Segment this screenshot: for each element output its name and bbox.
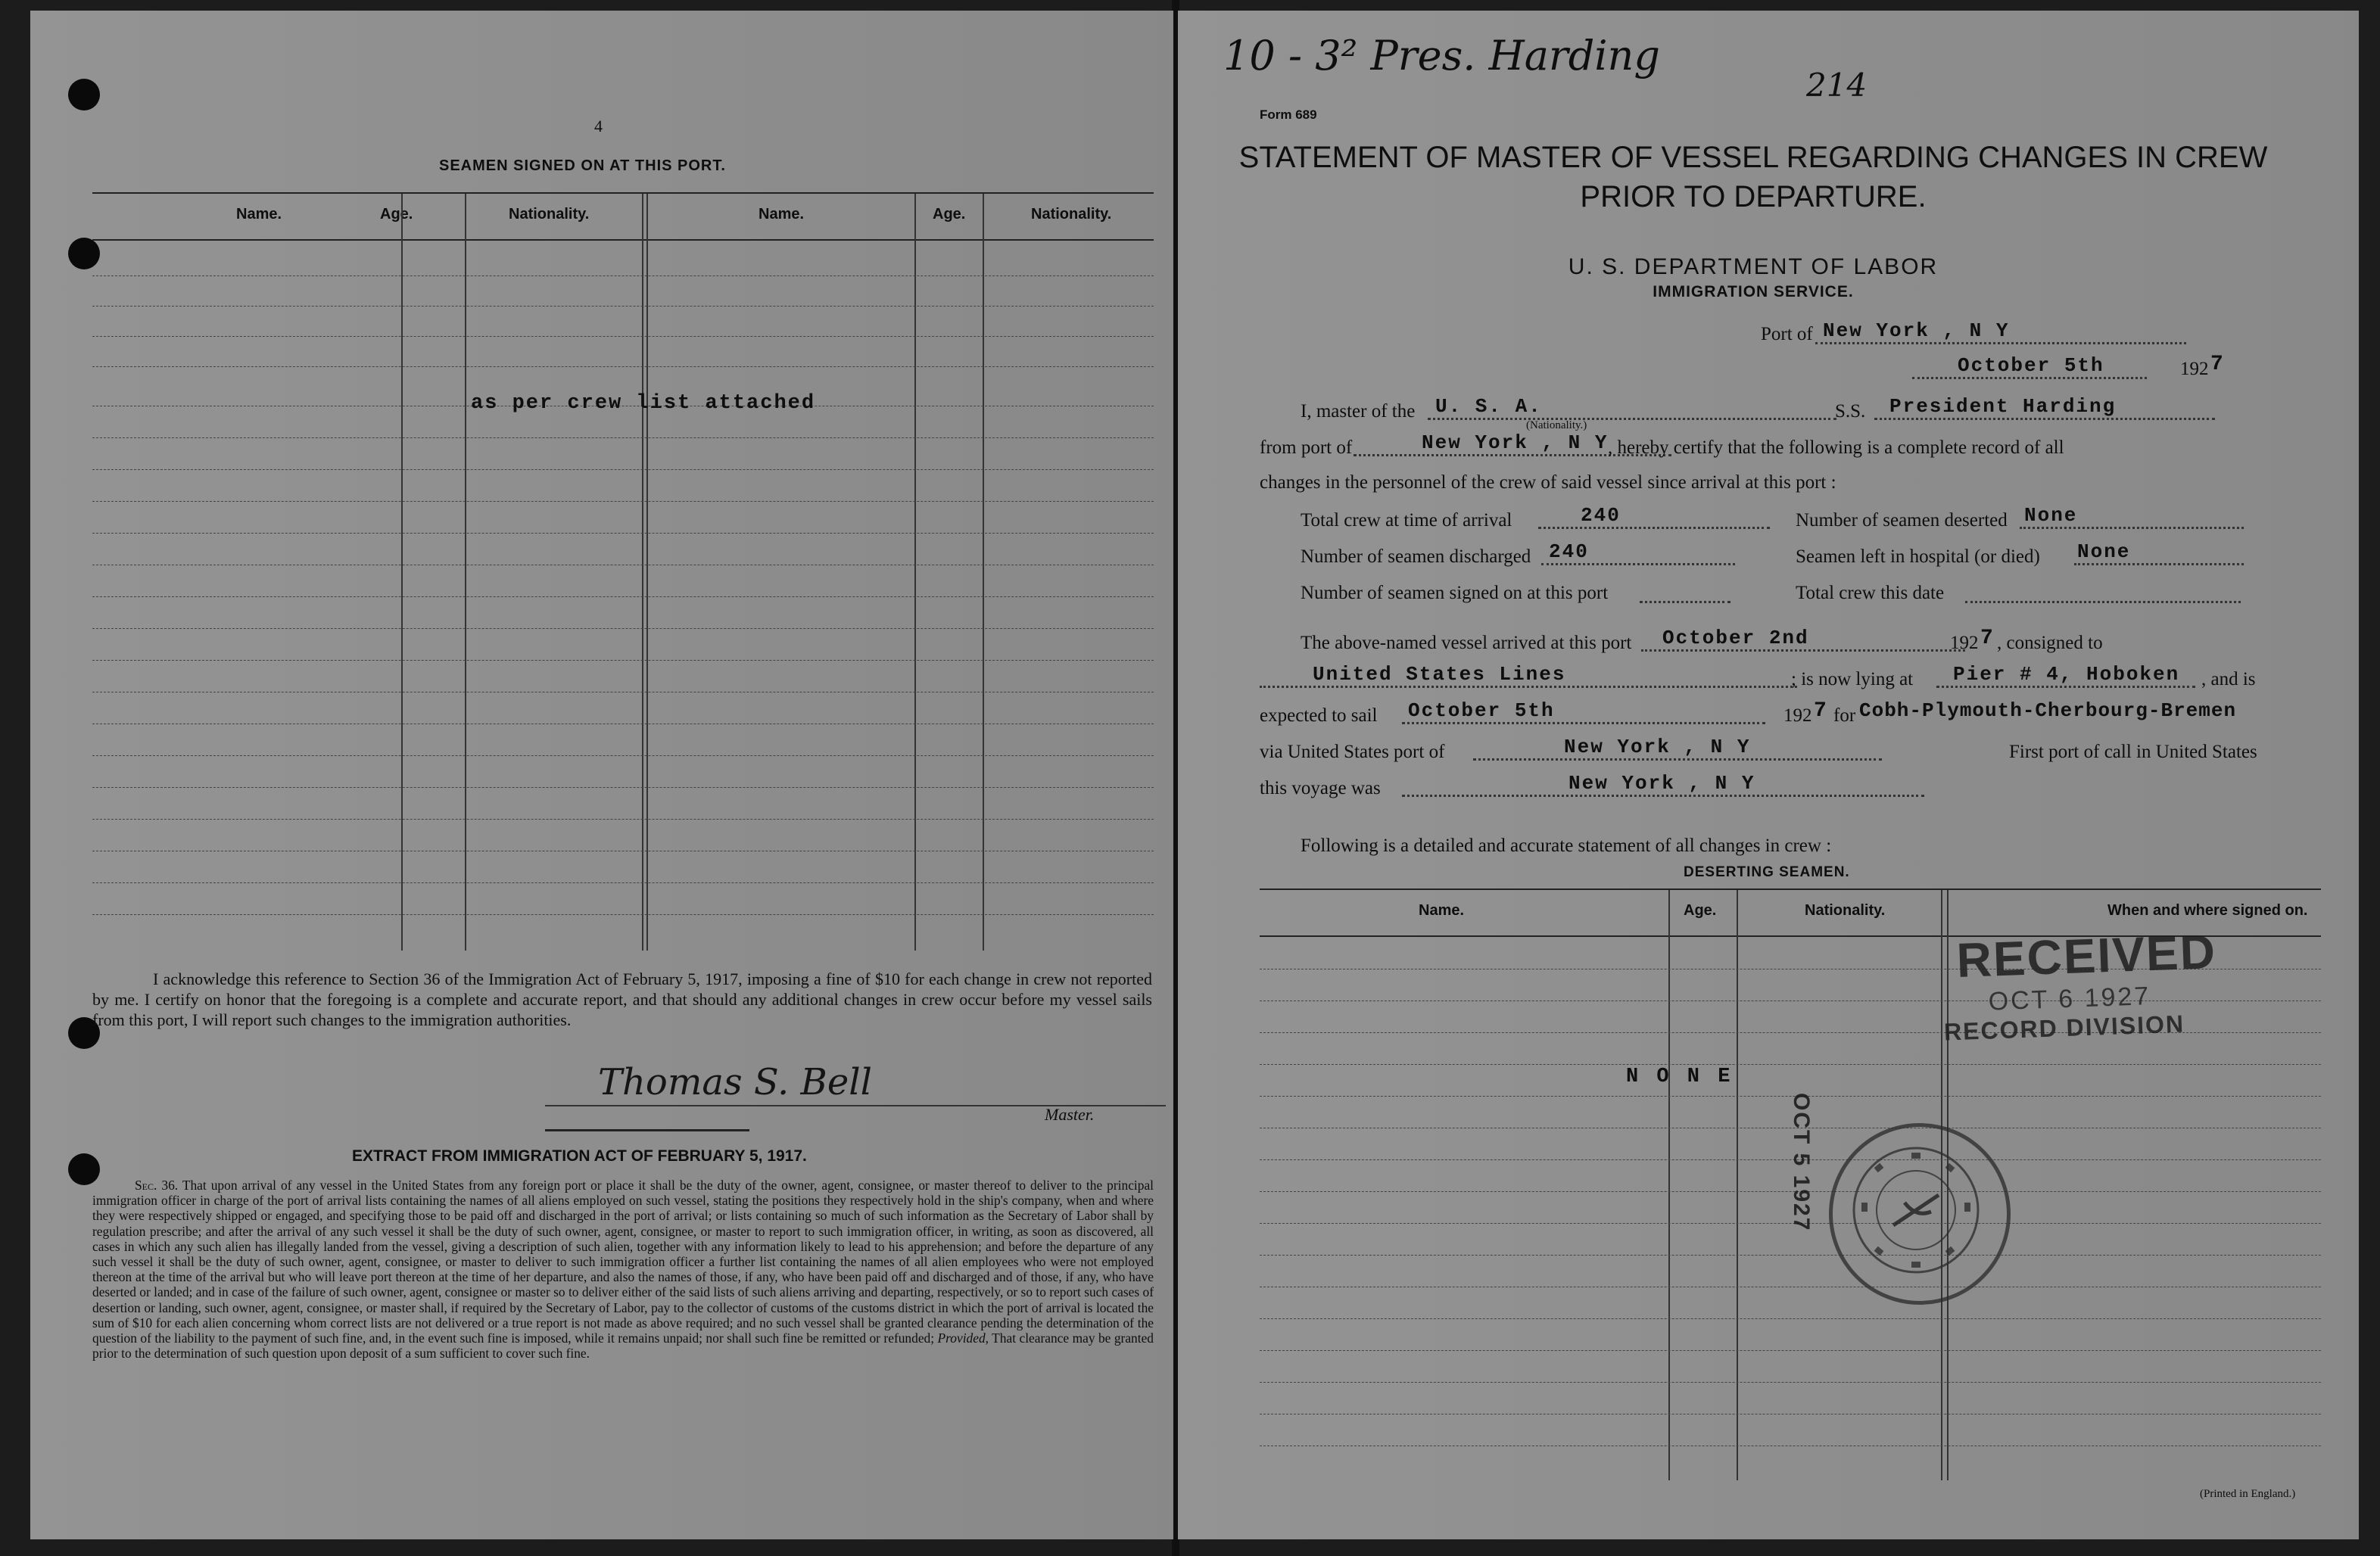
ruled-line: [92, 501, 1154, 502]
ruled-line: [1260, 1064, 2321, 1065]
ruled-line: [92, 306, 1154, 307]
column-header: Name.: [1419, 902, 1465, 919]
ruled-line: [92, 469, 1154, 470]
table-title: SEAMEN SIGNED ON AT THIS PORT.: [439, 157, 726, 174]
total-crew-arrival-label: Total crew at time of arrival: [1301, 510, 1512, 531]
destination-value: Cobh-Plymouth-Cherbourg-Bremen: [1859, 699, 2237, 722]
voyage-value: New York , N Y: [1402, 772, 1924, 797]
year-prefix: 192: [2180, 359, 2209, 379]
discharged-label: Number of seamen discharged: [1301, 546, 1531, 567]
from-port-label: from port of: [1260, 437, 1353, 458]
ruled-line: [92, 596, 1154, 597]
column-header: Age.: [933, 206, 966, 223]
column-header: Age.: [1684, 902, 1717, 919]
ruled-line: [92, 755, 1154, 756]
total-crew-today-value: [1965, 590, 2241, 603]
hospital-value: None: [2074, 540, 2244, 565]
left-page: [30, 11, 1173, 1539]
separator-rule: [545, 1129, 749, 1131]
handwritten-header: 10 - 3² Pres. Harding: [1223, 32, 1660, 79]
sheet-number: 214: [1806, 67, 1868, 104]
stamp-received-text: RECEIVED: [1955, 924, 2218, 988]
page-number: 4: [594, 117, 603, 135]
seamen-signed-on-table: [92, 192, 1154, 951]
ruled-line: [92, 882, 1154, 883]
ruled-line: [92, 660, 1154, 661]
arrived-value: October 2nd: [1641, 627, 1965, 652]
column-header: Age.: [380, 206, 413, 223]
none-value: N O N E: [1626, 1066, 1734, 1088]
vertical-date-stamp: OCT 5 1927: [1789, 1093, 1814, 1232]
received-stamp: [1943, 923, 2219, 1046]
first-port-text: First port of call in United States: [2009, 742, 2257, 762]
proviso-label: Provided,: [937, 1330, 989, 1346]
deserted-value: None: [2020, 504, 2244, 529]
circular-seal-stamp: [1829, 1123, 2011, 1305]
column-header: Nationality.: [509, 206, 590, 223]
deserting-title: DESERTING SEAMEN.: [1684, 864, 1850, 880]
certify-text: , hereby certify that the following is a complete record of all: [1608, 437, 2064, 458]
sail-value: October 5th: [1402, 699, 1765, 724]
following-text: Following is a detailed and accurate statement of all changes in crew :: [1301, 836, 1832, 856]
ship-name: President Harding: [1874, 395, 2215, 420]
ruled-line: [1260, 1255, 2321, 1256]
arrived-year-prefix: 192: [1950, 633, 1979, 653]
expected-text: expected to sail: [1260, 705, 1378, 726]
section-36-text: [92, 1178, 1154, 1361]
printed-note: (Printed in England.): [2200, 1488, 2296, 1500]
from-port-value: New York , N Y: [1354, 431, 1671, 456]
column-rule: [465, 194, 466, 951]
department-name: U. S. DEPARTMENT OF LABOR: [1568, 254, 1939, 279]
column-header: Name.: [759, 206, 805, 223]
right-page: [1178, 11, 2359, 1539]
signed-on-label: Number of seamen signed on at this port: [1301, 583, 1609, 603]
lying-text: ; is now lying at: [1791, 669, 1914, 689]
stamp-date-text: OCT 6 1927: [1988, 982, 2151, 1016]
department-heading: [1223, 254, 2283, 301]
ruled-line: [92, 819, 1154, 820]
ruled-line: [1260, 1382, 2321, 1383]
port-value: New York , N Y: [1815, 319, 2186, 344]
total-crew-arrival-value: 240: [1538, 504, 1770, 529]
signed-on-value: [1640, 590, 1730, 603]
nationality-value: U. S. A.: [1428, 395, 1836, 420]
column-header: Name.: [236, 206, 282, 223]
form-title: [1223, 138, 2283, 216]
ss-label: S.S.: [1835, 401, 1866, 422]
pier-value: Pier # 4, Hoboken: [1936, 663, 2195, 688]
for-text: for: [1833, 705, 1856, 726]
title-line: PRIOR TO DEPARTURE.: [1580, 180, 1927, 213]
column-rule: [401, 194, 403, 951]
column-header: Nationality.: [1805, 902, 1886, 919]
voyage-text: this voyage was: [1260, 778, 1381, 798]
extract-title: EXTRACT FROM IMMIGRATION ACT OF FEBRUARY 5, 1917.: [352, 1147, 807, 1165]
changes-text: changes in the personnel of the crew of said vessel since arrival at this port :: [1260, 472, 1836, 493]
seal-emblem-icon: [1833, 1127, 1999, 1293]
sail-year-digit: 7: [1814, 699, 1828, 723]
ruled-line: [1260, 1318, 2321, 1319]
ruled-line: [92, 914, 1154, 915]
binder-hole: [68, 79, 100, 110]
via-text: via United States port of: [1260, 742, 1445, 762]
consigned-text: , consigned to: [1997, 633, 2103, 653]
arrived-year-digit: 7: [1980, 627, 1995, 650]
column-rule: [1668, 890, 1670, 1480]
discharged-value: 240: [1541, 540, 1735, 565]
port-label: Port of: [1761, 324, 1813, 344]
service-name: IMMIGRATION SERVICE.: [1653, 283, 1854, 300]
consignee-value: United States Lines: [1260, 663, 1797, 688]
acknowledgment-text: I acknowledge this reference to Section 36 of the Immigration Act of February 5, 1917, imposing a fine of $10 for each change in crew not reported by me. I certify on honor that the foregoing is a complete and accurate report, and that should any additional changes in crew occur before my vessel sails from this port, I will report such changes to the immigration authorities.: [92, 969, 1152, 1029]
total-crew-today-label: Total crew this date: [1796, 583, 1945, 603]
master-prefix: I, master of the: [1301, 401, 1416, 422]
column-rule: [642, 194, 643, 951]
ruled-line: [92, 628, 1154, 629]
crew-list-note: as per crew list attached: [471, 392, 816, 415]
deserted-label: Number of seamen deserted: [1796, 510, 2008, 531]
and-is-text: , and is: [2201, 669, 2256, 689]
section-body: That upon arrival of any vessel in the United States from any foreign port or place it shall be the duty of the owner, agent, consignee, or master thereof to deliver to the principal immigration officer in charge of the port of arrival lists containing the names of all aliens employed on such vessel, stating the positions they respectively hold in the ship's company, when and where they were respectively shipped or engaged, and specifying those to be paid off and discharged in the port of arrival; or lists containing so much of such information as the Secretary of Labor shall by regulation prescribe; and after the arrival of any such vessel it shall be the duty of such owner, agent, consignee, or master to report to such immigration officer, in writing, as soon as discovered, all cases in which any such alien has illegally landed from the vessel, giving a description of such alien, together with any information likely to lead to his apprehension; and before the departure of any such vessel it shall be the duty of such owner, agent, consignee, or master to deliver to such immigration officer a further list containing the names of all alien employees who were not employed thereon at the time of the arrival but who will leave port thereon at the time of her departure, and also the names of those, if any, who have been paid off and discharged and of those, if any, who have deserted or landed; and in case of the failure of such owner, agent, consignee or master so to deliver either of the said lists of such aliens arriving and departing, respectively, or so to report such cases of desertion or landing, such owner, agent, consignee, or master shall, if required by the Secretary of Labor, pay to the collector of customs of the customs district in which the port of arrival is located the sum of $10 for each alien concerning whom correct lists are not delivered or a true report is not made as above required; and no such vessel shall be granted clearance pending the determination of the question of the liability to the payment of such fine, and, in the event such fine is imposed, while it remains unpaid; nor shall such fine be remitted or refunded;: [92, 1178, 1154, 1346]
date-value: October 5th: [1912, 354, 2147, 379]
via-value: New York , N Y: [1473, 736, 1882, 761]
column-header: Nationality.: [1031, 206, 1112, 223]
hospital-label: Seamen left in hospital (or died): [1796, 546, 2040, 567]
column-rule: [983, 194, 984, 951]
master-label: Master.: [1045, 1105, 1095, 1124]
column-header: When and where signed on.: [2107, 902, 2308, 919]
column-rule: [1737, 890, 1738, 1480]
stamp-division-text: RECORD DIVISION: [1943, 1010, 2185, 1046]
form-number: Form 689: [1260, 107, 1317, 122]
ruled-line: [92, 437, 1154, 438]
table-header: [92, 194, 1154, 241]
arrived-text: The above-named vessel arrived at this port: [1301, 633, 1632, 653]
master-signature: Thomas S. Bell: [598, 1061, 872, 1103]
ruled-line: [92, 533, 1154, 534]
year-digit: 7: [2210, 353, 2225, 376]
ruled-line: [92, 787, 1154, 788]
ruled-line: [92, 336, 1154, 337]
section-label: Sec. 36.: [135, 1178, 179, 1193]
ruled-line: [92, 366, 1154, 367]
column-rule: [646, 194, 648, 951]
ruled-line: [92, 275, 1154, 276]
proviso-body: That clearance may be granted prior to the determination of such question upon deposit of a sum sufficient to cover such fine.: [92, 1330, 1154, 1362]
sail-year-prefix: 192: [1783, 705, 1812, 726]
nationality-caption: (Nationality.): [1526, 419, 1587, 431]
ruled-line: [1260, 1350, 2321, 1351]
title-line: STATEMENT OF MASTER OF VESSEL REGARDING CHANGES IN CREW: [1238, 141, 2268, 174]
column-rule: [914, 194, 916, 951]
